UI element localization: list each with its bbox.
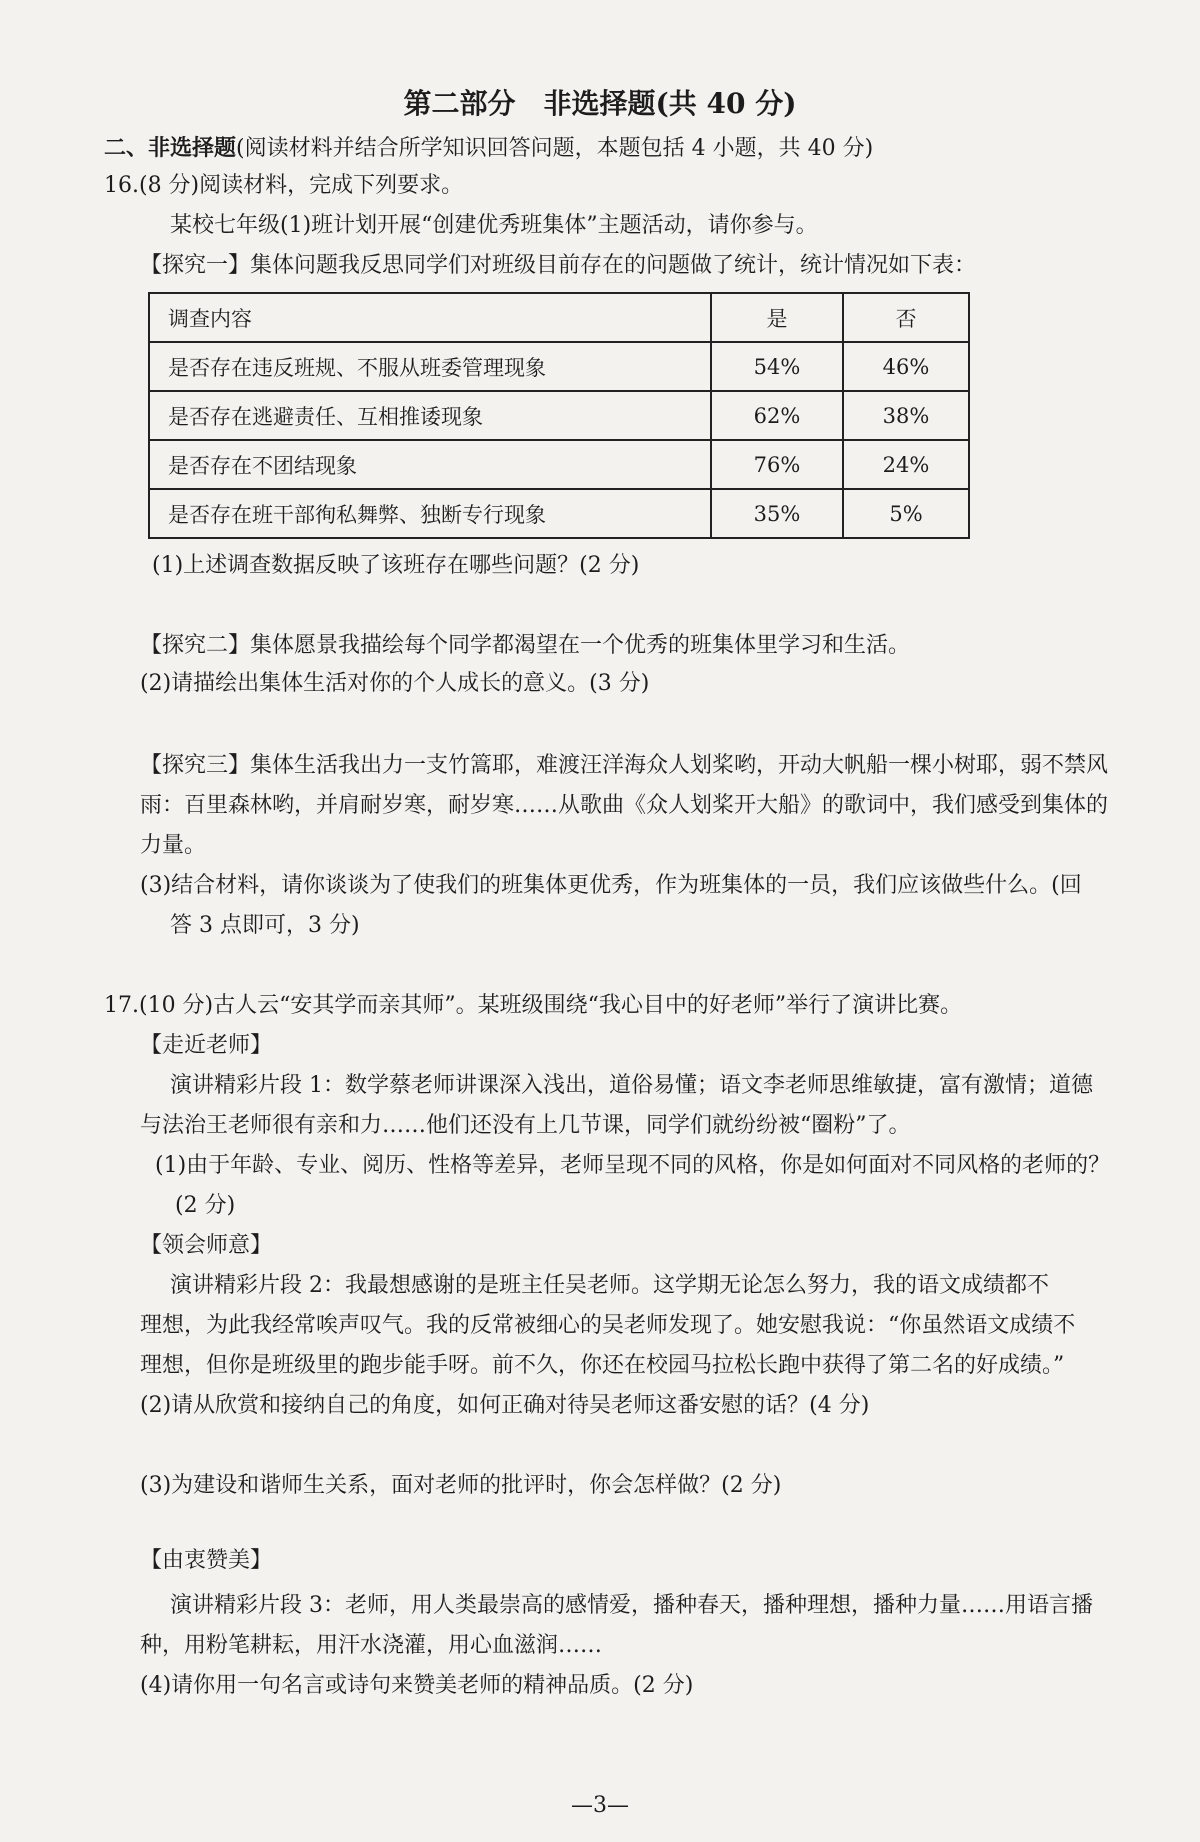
q17-para1-line: 与法治王老师很有亲和力……他们还没有上几节课，同学们就纷纷被“圈粉”了。	[140, 1113, 911, 1138]
survey-table	[148, 292, 970, 539]
survey-yes: 54%	[711, 342, 843, 391]
survey-no: 5%	[843, 489, 969, 538]
q17-heading-1: 【走近老师】	[140, 1033, 273, 1058]
survey-row	[149, 391, 969, 440]
q17-sub4: (4)请你用一句名言或诗句来赞美老师的精神品质。(2 分)	[140, 1673, 694, 1698]
page-number: —3—	[571, 1793, 629, 1818]
survey-no: 38%	[843, 391, 969, 440]
q17-stem: 17.(10 分)古人云“安其学而亲其师”。某班级围绕“我心目中的好老师”举行了演讲比赛。	[104, 993, 963, 1018]
q16-explore3-line: 力量。	[140, 833, 207, 858]
q16-explore1: 【探究一】集体问题我反思同学们对班级目前存在的问题做了统计，统计情况如下表：	[140, 253, 977, 278]
survey-item: 是否存在违反班规、不服从班委管理现象	[149, 342, 711, 391]
survey-yes: 62%	[711, 391, 843, 440]
survey-header-cell: 否	[843, 293, 969, 342]
q17-para2-line: 演讲精彩片段 2：我最想感谢的是班主任吴老师。这学期无论怎么努力，我的语文成绩都不	[170, 1273, 1049, 1298]
section-heading-label: 二、非选择题	[104, 135, 237, 161]
q16-stem: 16.(8 分)阅读材料，完成下列要求。	[104, 173, 464, 198]
q16-sub3-line: 答 3 点即可，3 分)	[170, 913, 360, 938]
survey-no: 46%	[843, 342, 969, 391]
q17-sub1-line: (2 分)	[175, 1193, 236, 1218]
q16-explore3-line: 雨：百里森林哟，并肩耐岁寒，耐岁寒……从歌曲《众人划桨开大船》的歌词中，我们感受到集体的	[140, 793, 1109, 818]
q17-sub3: (3)为建设和谐师生关系，面对老师的批评时，你会怎样做？(2 分)	[140, 1473, 782, 1498]
survey-row	[149, 489, 969, 538]
survey-row	[149, 440, 969, 489]
q16-explore3-line: 【探究三】集体生活我出力一支竹篙耶，难渡汪洋海众人划桨哟，开动大帆船一棵小树耶，弱不禁风	[140, 753, 1109, 778]
q17-sub2: (2)请从欣赏和接纳自己的角度，如何正确对待吴老师这番安慰的话？(4 分)	[140, 1393, 870, 1418]
survey-yes: 76%	[711, 440, 843, 489]
survey-header-row	[149, 293, 969, 342]
q17-heading-3: 【由衷赞美】	[140, 1548, 273, 1573]
q17-para2-line: 理想，为此我经常唉声叹气。我的反常被细心的吴老师发现了。她安慰我说：“你虽然语文成绩不	[140, 1313, 1076, 1338]
survey-row	[149, 342, 969, 391]
survey-yes: 35%	[711, 489, 843, 538]
survey-no: 24%	[843, 440, 969, 489]
q16-sub3-line: (3)结合材料，请你谈谈为了使我们的班集体更优秀，作为班集体的一员，我们应该做些什么。(回	[140, 873, 1082, 898]
q16-sub2: (2)请描绘出集体生活对你的个人成长的意义。(3 分)	[140, 671, 650, 696]
q16-explore2: 【探究二】集体愿景我描绘每个同学都渴望在一个优秀的班集体里学习和生活。	[140, 633, 911, 658]
q17-heading-2: 【领会师意】	[140, 1233, 273, 1258]
survey-item: 是否存在班干部徇私舞弊、独断专行现象	[149, 489, 711, 538]
q17-para3-line: 种，用粉笔耕耘，用汗水浇灌，用心血滋润……	[140, 1633, 603, 1658]
q16-sub1: (1)上述调查数据反映了该班存在哪些问题？(2 分)	[152, 553, 640, 578]
section-heading	[104, 132, 873, 165]
survey-header-cell: 是	[711, 293, 843, 342]
survey-header-cell: 调查内容	[149, 293, 711, 342]
q16-intro: 某校七年级(1)班计划开展“创建优秀班集体”主题活动，请你参与。	[170, 213, 818, 238]
part-title: 第二部分 非选择题(共 40 分)	[403, 87, 797, 120]
q17-para2-line: 理想，但你是班级里的跑步能手呀。前不久，你还在校园马拉松长跑中获得了第二名的好成绩。”	[140, 1353, 1065, 1378]
survey-item: 是否存在不团结现象	[149, 440, 711, 489]
section-heading-note: (阅读材料并结合所学知识回答问题，本题包括 4 小题，共 40 分)	[236, 136, 874, 161]
survey-item: 是否存在逃避责任、互相推诿现象	[149, 391, 711, 440]
q17-para3-line: 演讲精彩片段 3：老师，用人类最崇高的感情爱，播种春天，播种理想，播种力量……用语言播	[170, 1593, 1093, 1618]
q17-para1-line: 演讲精彩片段 1：数学蔡老师讲课深入浅出，道俗易懂；语文李老师思维敏捷，富有激情；道德	[170, 1073, 1093, 1098]
q17-sub1-line: (1)由于年龄、专业、阅历、性格等差异，老师呈现不同的风格，你是如何面对不同风格的老师的？	[155, 1153, 1111, 1178]
